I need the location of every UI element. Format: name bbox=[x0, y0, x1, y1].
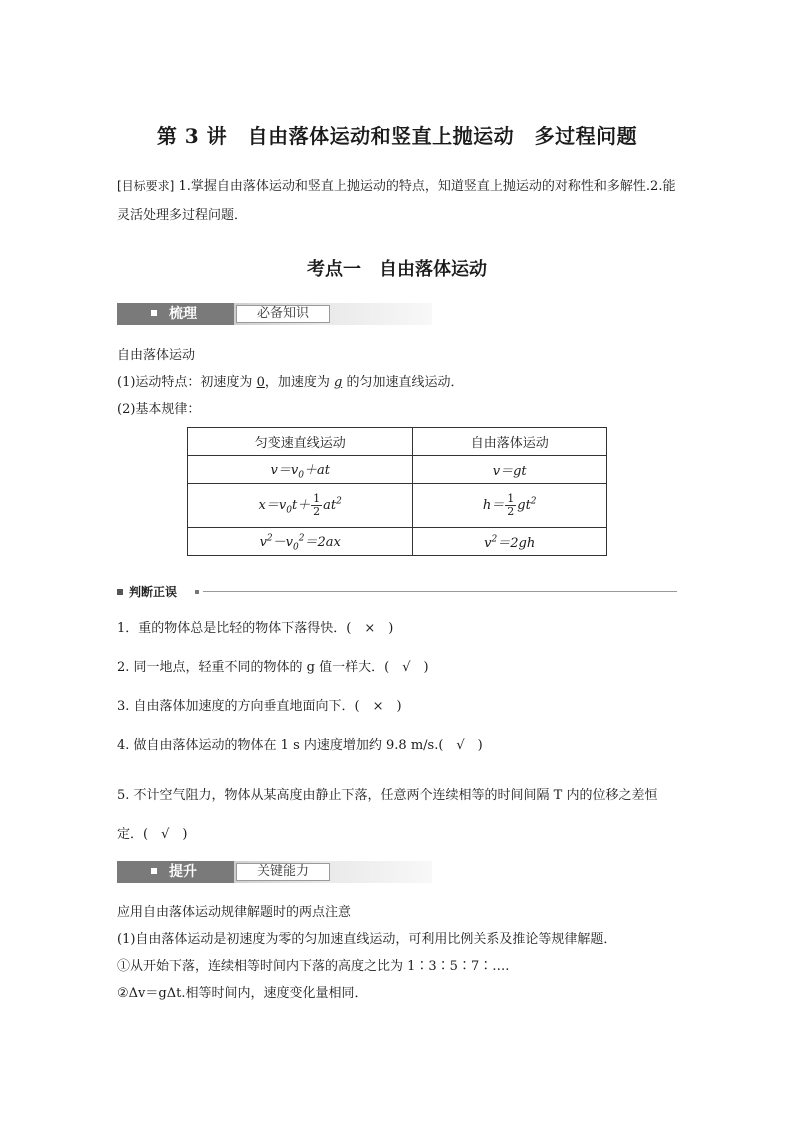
objectives-text: 1.掌握自由落体运动和竖直上抛运动的特点，知道竖直上抛运动的对称性和多解性.2.能灵活处理多过程问题． bbox=[117, 179, 676, 223]
feature-line: (1)运动特点：初速度为 0，加速度为 g 的匀加速直线运动． bbox=[117, 375, 464, 390]
judge-item: 2. 同一地点，轻重不同的物体的 g 值一样大．( √ ) bbox=[117, 660, 429, 675]
fraction-half: $\frac{1}{2}$ bbox=[507, 492, 515, 518]
initial-velocity-value: 0 bbox=[256, 375, 265, 390]
band-review-light bbox=[234, 303, 432, 325]
judge-item: 3. 自由落体加速度的方向垂直地面向下．( × ) bbox=[117, 699, 402, 714]
square-bullet-icon bbox=[151, 310, 157, 316]
judge-item: 5. 不计空气阻力，物体从某高度由静止下落，任意两个连续相等的时间间隔 T 内的位移之差恒定．( √ ) bbox=[117, 788, 658, 842]
square-bullet-icon bbox=[117, 589, 123, 595]
notes-paragraph: (1)自由落体运动是初速度为零的匀加速直线运动，可利用比例关系及推论等规律解题． bbox=[117, 932, 617, 947]
basic-law-heading: (2)基本规律： bbox=[117, 402, 201, 417]
band-improve-light bbox=[234, 861, 432, 883]
section-title: 考点一 自由落体运动 bbox=[307, 259, 487, 280]
table-row bbox=[188, 456, 607, 484]
judge-item: 4. 做自由落体运动的物体在 1 s 内速度增加约 9.8 m/s.( √ ) bbox=[117, 738, 483, 753]
notes-paragraph: ②Δv＝gΔt.相等时间内，速度变化量相同． bbox=[117, 986, 368, 1001]
dot-icon bbox=[195, 590, 199, 594]
velocity-height-formula-free-fall: $v^2=2gh$ bbox=[413, 528, 607, 556]
judge-label: 判断正误 bbox=[129, 585, 178, 599]
band-review-label: 必备知识 bbox=[236, 305, 330, 323]
velocity-formula-general: $v=v_0+at$ bbox=[188, 456, 413, 484]
table-row bbox=[188, 528, 607, 556]
judge-header bbox=[117, 584, 677, 600]
notes-title: 应用自由落体运动规律解题时的两点注意 bbox=[117, 905, 352, 920]
band-review-dark: 梳理 bbox=[117, 303, 234, 325]
objectives-tag: [目标要求] bbox=[117, 179, 175, 193]
height-formula-free-fall: h＝ $\frac{1}{2}$ $gt^2$ bbox=[413, 484, 607, 528]
table-header-cell: 匀变速直线运动 bbox=[188, 428, 413, 456]
band-improve bbox=[117, 861, 432, 883]
page-title: 第 3 讲 自由落体运动和竖直上抛运动 多过程问题 bbox=[156, 124, 638, 148]
law-table bbox=[187, 427, 607, 556]
fraction-half: $\frac{1}{2}$ bbox=[313, 492, 321, 518]
velocity-formula-free-fall: v＝gt bbox=[413, 456, 607, 484]
band-review bbox=[117, 303, 432, 325]
objectives bbox=[117, 172, 682, 230]
divider-line bbox=[203, 591, 677, 592]
band-improve-label: 关键能力 bbox=[236, 863, 330, 881]
judge-item: 1．重的物体总是比轻的物体下落得快．( × ) bbox=[117, 621, 394, 636]
band-improve-dark: 提升 bbox=[117, 861, 234, 883]
table-header-cell: 自由落体运动 bbox=[413, 428, 607, 456]
table-header-row bbox=[188, 428, 607, 456]
topic-heading: 自由落体运动 bbox=[117, 348, 196, 363]
table-row bbox=[188, 484, 607, 528]
square-bullet-icon bbox=[151, 868, 157, 874]
acceleration-value: g bbox=[333, 375, 343, 390]
notes-paragraph: ①从开始下落，连续相等时间内下落的高度之比为 1∶3∶5∶7∶…. bbox=[117, 959, 510, 974]
velocity-displacement-formula-general: $v^2-v_0^2=2ax$ bbox=[188, 528, 413, 556]
displacement-formula-general: $x=v_0t+$ $\frac{1}{2}$ $at^2$ bbox=[188, 484, 413, 528]
